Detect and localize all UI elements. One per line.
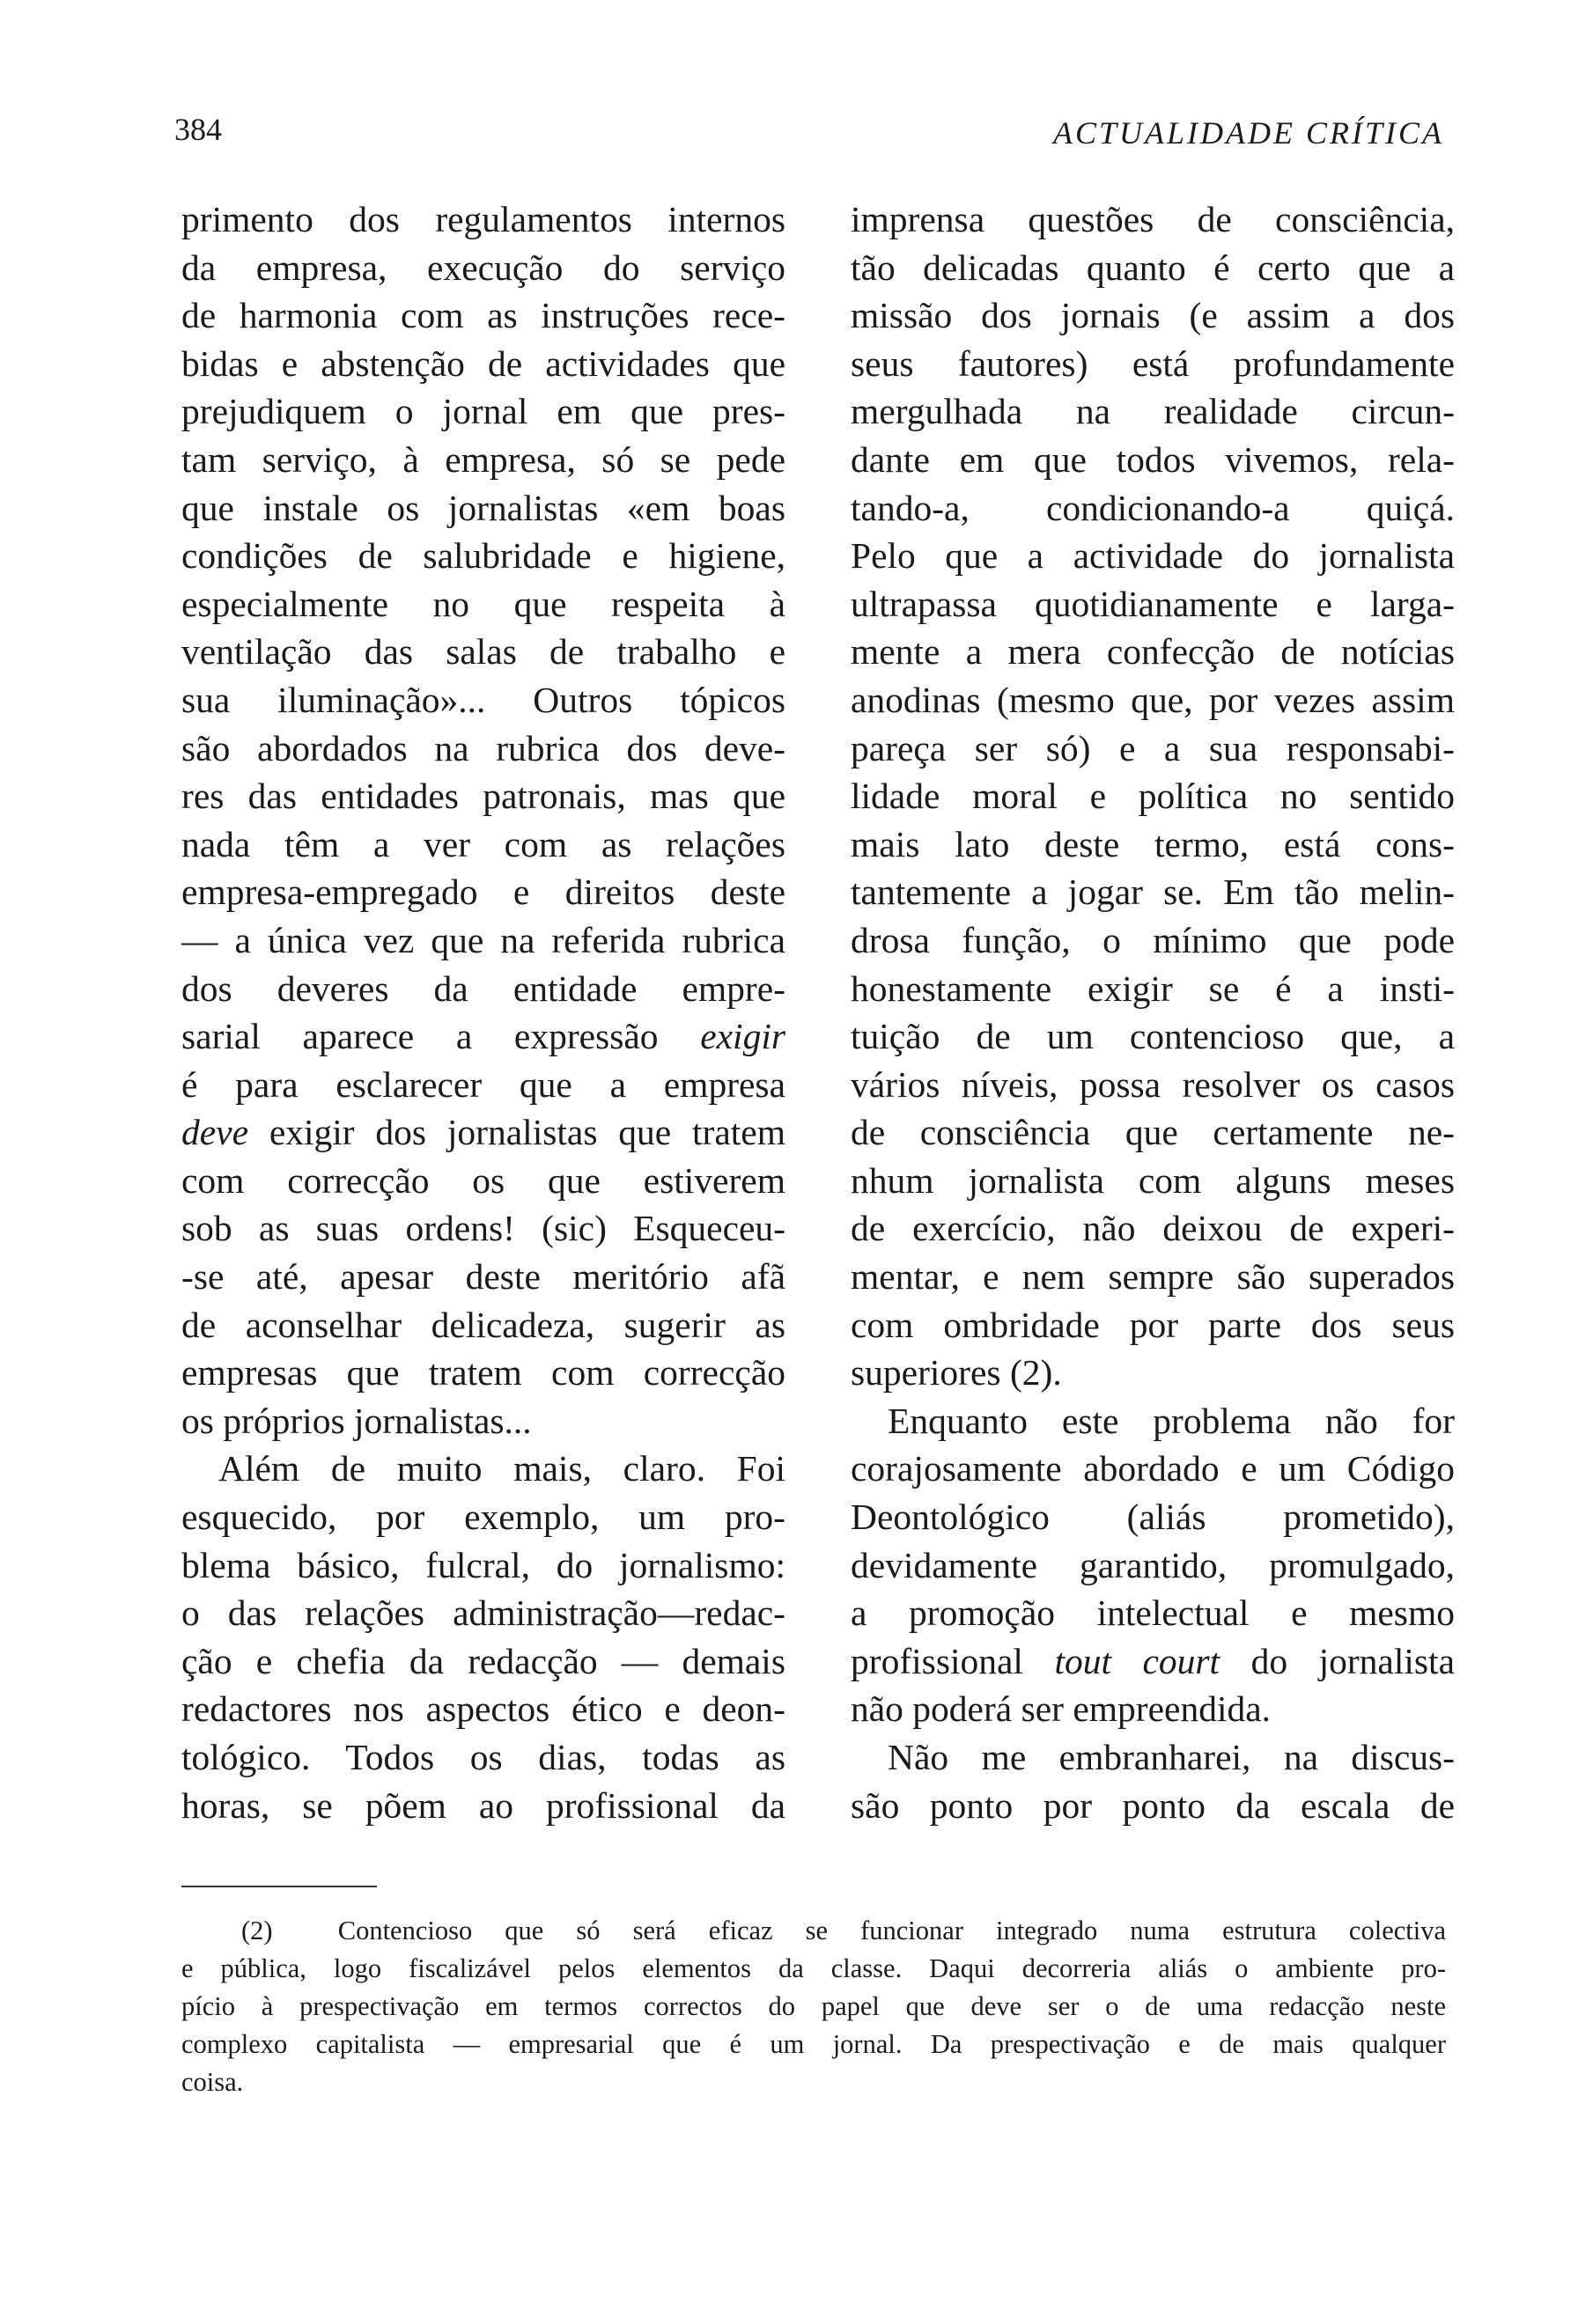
- text-line: Não me embranharei, na discus-: [888, 1737, 1455, 1777]
- text-line: drosa função, o mínimo que pode: [851, 919, 1455, 960]
- text-segment: profissional: [851, 1640, 1023, 1681]
- footnote-divider: [181, 1886, 377, 1887]
- text-line: ultrapassa quotidianamente e larga-: [851, 583, 1455, 624]
- footnote: [181, 1912, 1446, 2101]
- text-line: [851, 1349, 1455, 1397]
- text-line: devidamente garantido, promulgado,: [851, 1544, 1455, 1585]
- footnote-reference: (2).: [1009, 1352, 1062, 1394]
- text-line: tantemente a jogar se. Em tão melin-: [851, 872, 1455, 913]
- italic-term: exigir: [700, 1016, 786, 1057]
- text-line: os próprios jornalistas...: [181, 1400, 532, 1441]
- text-segment: Contencioso que só será eficaz se funcionar integrado numa estrutura colectiva: [337, 1916, 1446, 1945]
- italic-term: tout court: [1054, 1640, 1220, 1681]
- text-line: primento dos regulamentos internos: [181, 199, 785, 239]
- text-line: Além de muito mais, claro. Foi: [218, 1448, 785, 1489]
- text-line: com ombridade por parte dos seus: [851, 1304, 1455, 1345]
- text-line: de harmonia com as instruções rece-: [181, 295, 785, 336]
- text-line: horas, se põem ao profissional da: [181, 1784, 785, 1826]
- footnote-line: e pública, logo fiscalizável pelos elementos da classe. Daqui decorreria aliás o ambiente pro-: [181, 1953, 1446, 1983]
- text-line: é para esclarecer que a empresa: [181, 1063, 785, 1105]
- text-segment: superiores: [851, 1352, 1001, 1394]
- text-line: da empresa, execução do serviço: [181, 246, 785, 288]
- text-line: tam serviço, à empresa, só se pede: [181, 438, 785, 480]
- footnote-marker: (2): [241, 1916, 273, 1945]
- running-head: ACTUALIDADE CRÍTICA: [1053, 115, 1444, 151]
- text-segment: sarial aparece a expressão: [181, 1016, 659, 1057]
- italic-term: deve: [181, 1112, 249, 1153]
- text-line: imprensa questões de consciência,: [851, 199, 1455, 239]
- text-segment: exigir dos jornalistas que tratem: [269, 1112, 786, 1153]
- text-line: — a única vez que na referida rubrica: [181, 919, 785, 960]
- text-line: tológico. Todos os dias, todas as: [181, 1737, 785, 1777]
- left-column: [181, 195, 785, 1829]
- text-line: condições de salubridade e higiene,: [181, 535, 785, 577]
- text-line: sob as suas ordens! (sic) Esqueceu-: [181, 1208, 785, 1249]
- text-line: esquecido, por exemplo, um pro-: [181, 1497, 785, 1538]
- text-line: são ponto por ponto da escala de: [851, 1784, 1455, 1826]
- footnote-line: pício à prespectivação em termos correctos do papel que deve ser o de uma redacção neste: [181, 1991, 1446, 2021]
- footnote-line: complexo capitalista — empresarial que é um jornal. Da prespectivação e de mais qualquer: [181, 2029, 1446, 2059]
- text-line: empresas que tratem com correcção: [181, 1352, 785, 1394]
- text-line: não poderá ser empreendida.: [851, 1688, 1272, 1730]
- text-line: prejudiquem o jornal em que pres-: [181, 391, 785, 432]
- text-line: lidade moral e política no sentido: [851, 776, 1455, 817]
- text-line: mente a mera confecção de notícias: [851, 631, 1455, 673]
- text-line: a promoção intelectual e mesmo: [851, 1592, 1455, 1634]
- text-line: são abordados na rubrica dos deve-: [181, 727, 785, 769]
- text-line: tão delicadas quanto é certo que a: [851, 246, 1455, 288]
- text-line: vários níveis, possa resolver os casos: [851, 1063, 1455, 1105]
- text-line: bidas e abstenção de actividades que: [181, 342, 785, 384]
- text-line: mais lato deste termo, está cons-: [851, 823, 1455, 864]
- right-column: [851, 195, 1455, 1829]
- text-line: nhum jornalista com alguns meses: [851, 1159, 1455, 1201]
- text-line: de consciência que certamente ne-: [851, 1112, 1455, 1153]
- text-line: mentar, e nem sempre são superados: [851, 1256, 1455, 1298]
- text-line: tando-a, condicionando-a quiçá.: [851, 487, 1455, 528]
- text-line: missão dos jornais (e assim a dos: [851, 295, 1455, 336]
- text-line: blema básico, fulcral, do jornalismo:: [181, 1544, 785, 1585]
- text-line: Enquanto este problema não for: [888, 1400, 1455, 1441]
- text-line: Deontológico (aliás prometido),: [851, 1497, 1455, 1538]
- footnote-line: [181, 1912, 1446, 1950]
- footnote-line: coisa.: [181, 2067, 244, 2097]
- text-line: res das entidades patronais, mas que: [181, 776, 785, 817]
- text-line: dos deveres da entidade empre-: [181, 967, 785, 1009]
- page-number: 384: [174, 112, 222, 147]
- text-line: com correcção os que estiverem: [181, 1159, 785, 1201]
- text-line: empresa-empregado e direitos deste: [181, 872, 785, 913]
- text-line: ção e chefia da redacção — demais: [181, 1640, 785, 1681]
- text-line: que instale os jornalistas «em boas: [181, 487, 785, 528]
- text-line: [851, 1637, 1455, 1686]
- text-line: mergulhada na realidade circun-: [851, 391, 1455, 432]
- text-line: seus fautores) está profundamente: [851, 342, 1455, 384]
- text-line: redactores nos aspectos ético e deon-: [181, 1688, 785, 1730]
- text-line: pareça ser só) e a sua responsabi-: [851, 727, 1455, 769]
- text-line: -se até, apesar deste meritório afã: [181, 1256, 785, 1298]
- text-line: de exercício, não deixou de experi-: [851, 1208, 1455, 1249]
- text-line: anodinas (mesmo que, por vezes assim: [851, 679, 1455, 720]
- text-line: o das relações administração—redac-: [181, 1592, 785, 1634]
- text-line: ventilação das salas de trabalho e: [181, 631, 785, 673]
- text-line: honestamente exigir se é a insti-: [851, 967, 1455, 1009]
- text-line: [181, 1012, 785, 1061]
- text-line: Pelo que a actividade do jornalista: [851, 535, 1455, 577]
- text-line: dante em que todos vivemos, rela-: [851, 438, 1455, 480]
- text-segment: do jornalista: [1250, 1640, 1455, 1681]
- text-line: corajosamente abordado e um Código: [851, 1448, 1455, 1489]
- text-line: de aconselhar delicadeza, sugerir as: [181, 1304, 785, 1345]
- text-line: tuição de um contencioso que, a: [851, 1016, 1455, 1057]
- text-line: especialmente no que respeita à: [181, 583, 785, 624]
- text-line: [181, 1108, 785, 1157]
- text-line: sua iluminação»... Outros tópicos: [181, 679, 785, 720]
- text-line: nada têm a ver com as relações: [181, 823, 785, 864]
